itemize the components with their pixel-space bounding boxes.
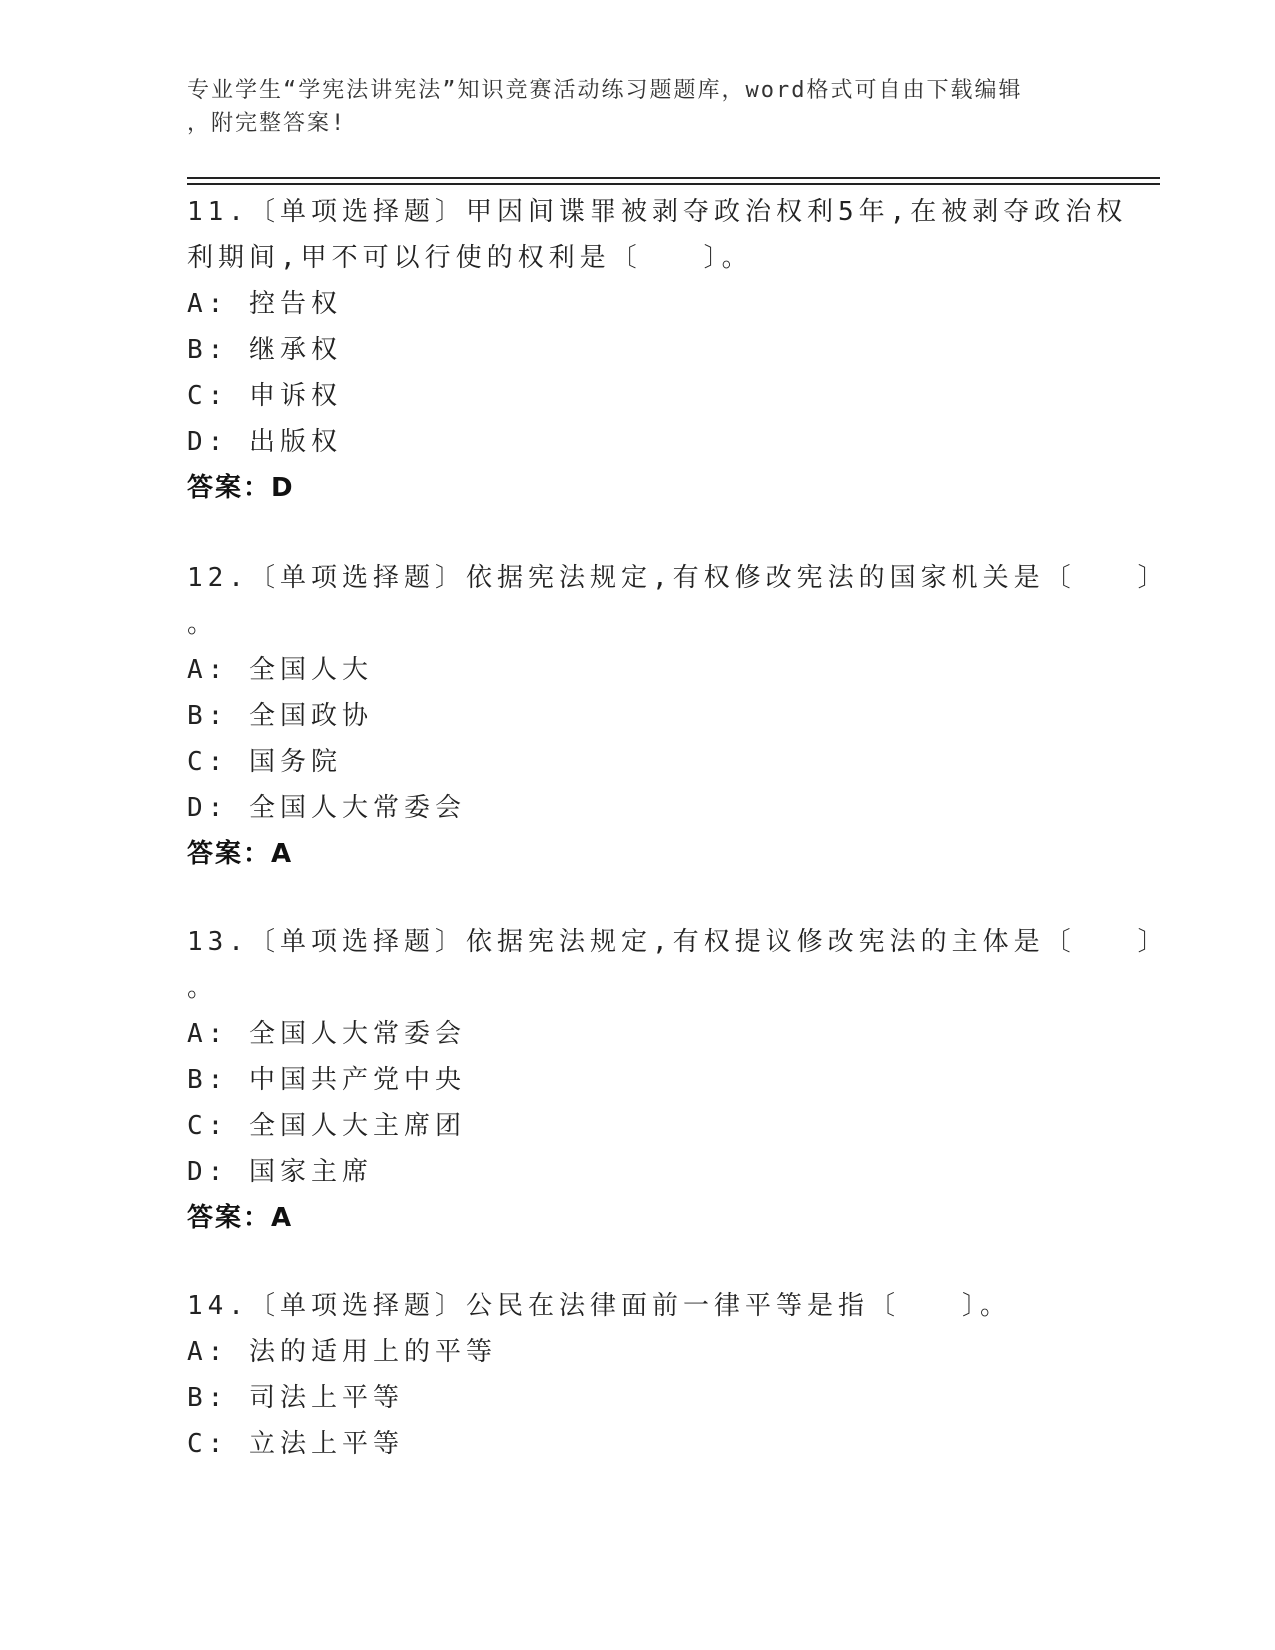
question-text: 12.〔单项选择题〕依据宪法规定,有权修改宪法的国家机关是〔 〕	[187, 563, 1169, 593]
question-13	[187, 919, 1169, 1241]
answer: 答案：A	[187, 839, 294, 869]
option-b: B: 中国共产党中央	[187, 1065, 466, 1095]
option-a: A: 控告权	[187, 289, 342, 319]
header-line-2: ，附完整答案!	[187, 111, 347, 136]
option-d: D: 出版权	[187, 427, 342, 457]
answer: 答案：A	[187, 1203, 294, 1233]
question-14	[187, 1283, 1067, 1467]
question-12	[187, 555, 1169, 877]
answer: 答案：D	[187, 473, 295, 503]
header-line-1: 专业学生“学宪法讲宪法”知识竞赛活动练习题题库，word格式可自由下载编辑	[187, 78, 1023, 103]
option-a: A: 法的适用上的平等	[187, 1337, 497, 1367]
option-d: D: 国家主席	[187, 1157, 373, 1187]
header-divider-bottom	[187, 183, 1160, 185]
option-b: B: 司法上平等	[187, 1383, 404, 1413]
question-text: 11.〔单项选择题〕甲因间谍罪被剥夺政治权利5年,在被剥夺政治权	[187, 197, 1128, 227]
option-c: C: 全国人大主席团	[187, 1111, 466, 1141]
option-c: C: 申诉权	[187, 381, 342, 411]
option-b: B: 全国政协	[187, 701, 373, 731]
option-a: A: 全国人大	[187, 655, 373, 685]
option-b: B: 继承权	[187, 335, 342, 365]
document-header	[187, 74, 1067, 140]
question-text: 13.〔单项选择题〕依据宪法规定,有权提议修改宪法的主体是〔 〕	[187, 927, 1169, 957]
question-text-continued: 。	[187, 973, 219, 1003]
header-divider-top	[187, 177, 1160, 179]
option-c: C: 立法上平等	[187, 1429, 404, 1459]
question-text-continued: 。	[187, 609, 219, 639]
option-a: A: 全国人大常委会	[187, 1019, 466, 1049]
question-text-continued: 利期间,甲不可以行使的权利是〔 〕。	[187, 243, 753, 273]
option-d: D: 全国人大常委会	[187, 793, 466, 823]
question-11	[187, 189, 1128, 511]
question-text: 14.〔单项选择题〕公民在法律面前一律平等是指〔 〕。	[187, 1291, 1011, 1321]
option-c: C: 国务院	[187, 747, 342, 777]
